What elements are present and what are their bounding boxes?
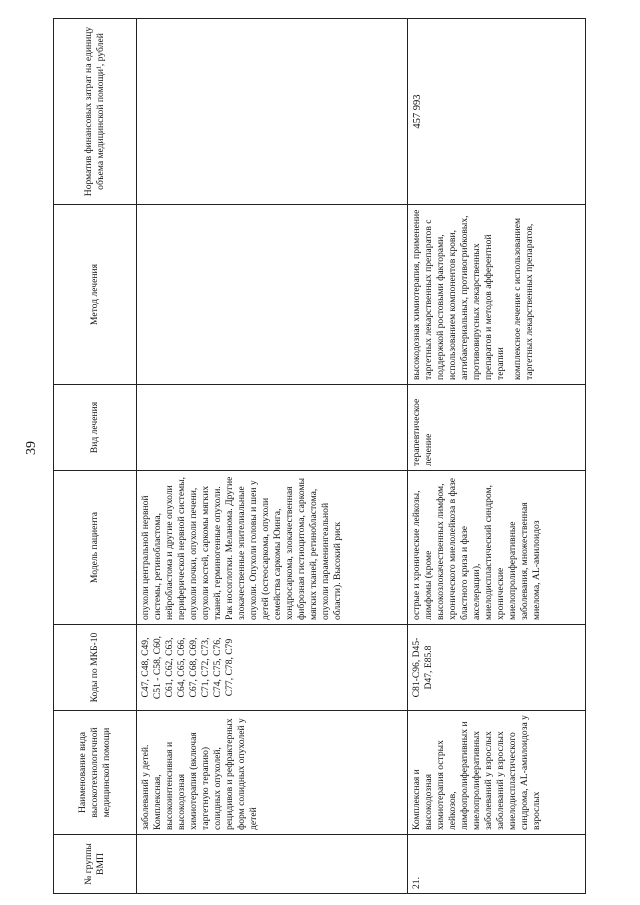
page-number: 39 [24,441,39,455]
header-icd-codes: Коды по МКБ-10 [54,625,137,711]
header-treatment-type: Вид лечения [54,385,137,471]
patient-model-cell: опухоли центральной нервной системы, ретинобластома, нейробластома и другие опухоли периферической нервной системы, опухоли почки, опухоли печени, опухоли костей, саркомы мягких тканей, герминогенные опухоли. Рак носоглотки. Меланома. Другие злокачественные эпителиальные опухоли. Опухоли головы и шеи у детей (остеосаркома, опухоли семейства саркомы Юинга, хондросаркома, злокачественная фиброзная гистиоцитома, саркомы мягких тканей, ретинобластома, опухоли параменингеальной области). Высокий риск [137,471,408,625]
table-container [53,19,586,894]
patient-model-cell: острые и хронические лейкозы, лимфомы (кроме высокозлокачественных лимфом, хронического миелолейкоза в фазе бластного криза и фазе акселерации), миелодиспластический синдром, хронические миелопролиферативные заболевания, множественная миелома, AL-амилоидоз [407,471,585,625]
cost-norm-cell: 457 993 [407,19,585,205]
header-treatment-method: Метод лечения [54,205,137,385]
header-cost-norm: Норматив финансовых затрат на единицу объема медицинской помощи¹, рублей [54,19,137,205]
icd-codes-cell: C47, C48, C49, C51 - C58, C60, C61, C62, C63, C64, C65, C66, C67, C68, C69, C71, C72, C73, C74, C75, C76, C77, C78, C79 [137,625,408,711]
group-number-cell [137,835,408,894]
table-row [407,19,585,894]
rotated-table-frame [53,19,586,894]
treatment-method-cell [137,205,408,385]
vmp-name-cell: Комплексная и высокодозная химиотерапия острых лейкозов, лимфопролиферативных и миелопролиферативных заболеваний у взрослых заболеваний у взрослых миелодиспластического синдрома, AL-амилоидоза у взрослых [407,711,585,835]
icd-codes-cell: C81-C96, D45-D47, E85.8 [407,625,585,711]
header-vmp-name: Наименование вида высокотехнологичной медицинской помощи [54,711,137,835]
header-patient-model: Модель пациента [54,471,137,625]
treatment-method-item: комплексное лечение с использованием таргетных лекарственных препаратов, [511,217,535,380]
treatment-type-cell: терапевтическое лечение [407,385,585,471]
group-number-cell: 21. [407,835,585,894]
vmp-table [53,18,586,894]
vmp-name-cell: заболеваний у детей. Комплексная, высокоинтенсивная и высокодозная химиотерапия (включая таргетную терапию) солидных опухолей, рецидивов и рефрактерных форм солидных опухолей у детей [137,711,408,835]
treatment-type-cell [137,385,408,471]
treatment-method-cell [407,205,585,385]
table-row [137,19,408,894]
header-group-number: № группы ВМП [54,835,137,894]
treatment-method-item: высокодозная химиотерапия, применение таргетных лекарственных препаратов с поддержкой ростовыми факторами, использованием компонентов крови, антибактериальных, противогрибковых, противовирусных лекарственных препаратов и методов афферентной терапии [410,209,506,380]
cost-norm-cell [137,19,408,205]
table-header-row [54,19,137,894]
